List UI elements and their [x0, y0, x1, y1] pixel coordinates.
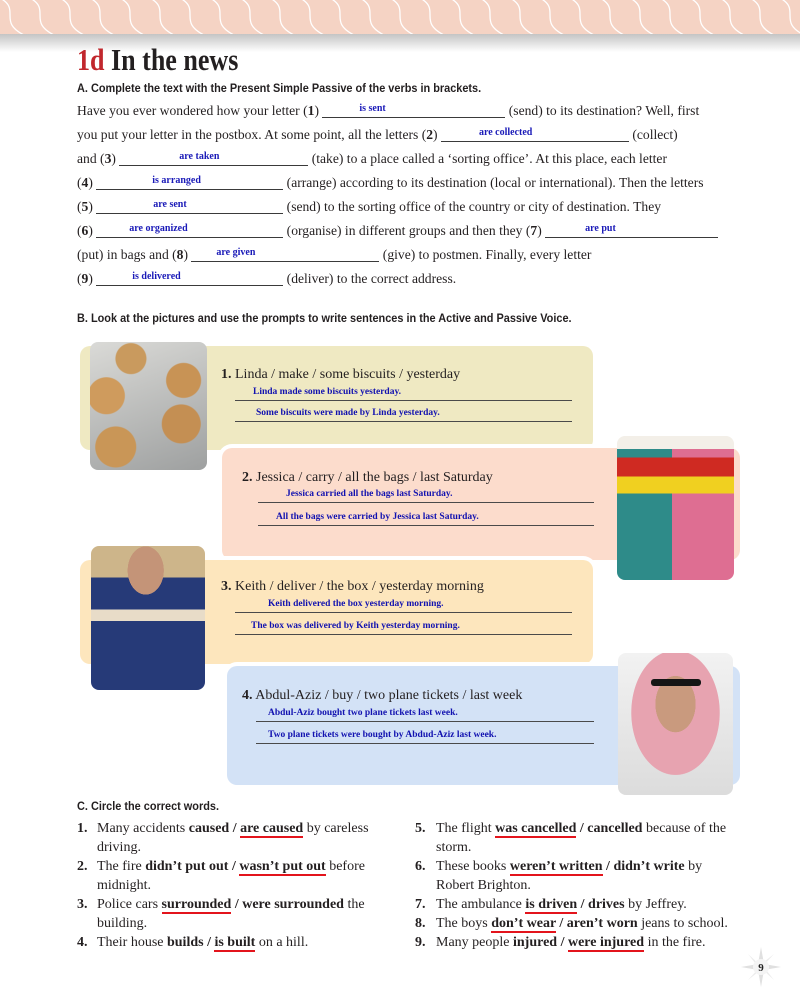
answer-text: are given — [216, 247, 256, 258]
text: (give) to postmen. Finally, every letter — [379, 247, 592, 262]
circle-item-6 — [415, 857, 745, 897]
separator: / — [602, 859, 614, 874]
text-line — [77, 270, 456, 288]
passive-answer-line-1[interactable] — [235, 408, 572, 422]
option-1[interactable]: weren’t written — [509, 859, 603, 874]
option-1[interactable]: injured — [512, 935, 558, 950]
text: The ambulance — [436, 897, 526, 912]
text: Robert Brighton. — [436, 878, 531, 893]
text-line — [77, 198, 661, 216]
text: storm. — [436, 840, 472, 855]
item-number: 2 — [426, 127, 434, 142]
item-number: 3. — [221, 579, 232, 594]
option-1[interactable]: builds — [166, 935, 204, 950]
option-2[interactable]: are caused — [240, 821, 304, 836]
separator: / — [577, 897, 589, 912]
text: Police cars — [97, 897, 162, 912]
text: ( — [77, 199, 82, 214]
wave-pattern-icon — [0, 0, 800, 34]
item-number: 3. — [77, 897, 88, 912]
header-band — [0, 0, 800, 34]
active-answer-line-4[interactable] — [256, 708, 594, 722]
option-2[interactable]: didn’t write — [613, 859, 685, 874]
option-2[interactable]: wasn’t put out — [239, 859, 326, 874]
text-line — [77, 150, 667, 168]
text: by — [684, 859, 703, 874]
separator: / — [557, 935, 568, 950]
circle-item-1 — [77, 819, 407, 859]
answer-blank-2[interactable] — [441, 129, 629, 142]
answer-text: Keith delivered the box yesterday morning. — [268, 599, 444, 609]
text: on a hill. — [255, 935, 309, 950]
prompt-3 — [221, 578, 484, 596]
answer-blank-5[interactable] — [96, 201, 283, 214]
prompt-text: Jessica / carry / all the bags / last Saturday — [252, 470, 493, 485]
circle-item-3 — [77, 895, 407, 935]
text-line — [77, 102, 699, 120]
answer-text: is delivered — [132, 271, 181, 282]
circle-item-4 — [77, 933, 407, 953]
compass-star-icon — [741, 947, 781, 987]
text: before — [325, 859, 365, 874]
answer-text: are sent — [153, 199, 187, 210]
text: (send) to its destination? Well, first — [505, 103, 700, 118]
text: These books — [436, 859, 510, 874]
answer-blank-1[interactable] — [322, 105, 505, 118]
option-1[interactable]: caused — [188, 821, 230, 836]
answer-text: All the bags were carried by Jessica last Saturday. — [276, 512, 479, 522]
separator: / — [229, 821, 241, 836]
option-1[interactable]: didn’t put out — [145, 859, 229, 874]
answer-blank-9[interactable] — [96, 273, 283, 286]
circle-item-7 — [415, 895, 745, 914]
option-1[interactable]: don’t wear — [491, 916, 556, 931]
option-2[interactable]: were injured — [567, 935, 645, 950]
text: Their house — [97, 935, 167, 950]
text: (take) to a place called a ‘sorting office’. At this place, each letter — [308, 151, 667, 166]
shopping-bags-photo — [617, 436, 734, 580]
answer-text: are put — [585, 223, 616, 234]
section-a-instruction: A. Complete the text with the Present Simple Passive of the verbs in brackets. — [77, 81, 482, 95]
item-number: 1. — [221, 367, 232, 382]
item-number: 1. — [77, 821, 88, 836]
text: building. — [97, 916, 148, 931]
item-number: 4. — [242, 688, 253, 703]
text: ( — [77, 223, 82, 238]
passive-answer-line-3[interactable] — [235, 621, 572, 635]
option-2[interactable]: drives — [588, 897, 625, 912]
answer-blank-3[interactable] — [119, 153, 308, 166]
separator: / — [576, 821, 588, 836]
text-line — [77, 174, 704, 192]
text: (arrange) according to its destination (local or international). Then the letters — [283, 175, 704, 190]
option-2[interactable]: aren’t worn — [566, 916, 638, 931]
active-answer-line-2[interactable] — [258, 489, 594, 503]
answer-blank-6[interactable] — [96, 225, 283, 238]
text: and ( — [77, 151, 105, 166]
text: The flight — [436, 821, 496, 836]
prompt-text: Linda / make / some biscuits / yesterday — [231, 367, 461, 382]
active-answer-line-1[interactable] — [235, 387, 572, 401]
text-line — [77, 222, 718, 240]
item-number: 4 — [81, 175, 89, 190]
item-number: 6. — [415, 859, 426, 874]
text: Many people — [436, 935, 513, 950]
text: midnight. — [97, 878, 152, 893]
text: jeans to school. — [637, 916, 728, 931]
text: ) — [88, 199, 97, 214]
text: ) — [183, 247, 192, 262]
answer-blank-8[interactable] — [191, 249, 379, 262]
answer-text: are collected — [478, 127, 533, 138]
option-1[interactable]: is driven — [525, 897, 578, 912]
text: Have you ever wondered how your letter ( — [77, 103, 308, 118]
option-2[interactable]: is built — [214, 935, 256, 950]
item-number: 1 — [307, 103, 315, 118]
text: by careless — [303, 821, 369, 836]
separator: / — [231, 897, 243, 912]
answer-text: Abdul-Aziz bought two plane tickets last week. — [268, 708, 458, 718]
text: the — [343, 897, 365, 912]
text: ( — [77, 175, 82, 190]
text: (put) in bags and ( — [77, 247, 177, 262]
text: ( — [77, 271, 82, 286]
answer-text: The box was delivered by Keith yesterday morning. — [251, 621, 460, 631]
text: you put your letter in the postbox. At some point, all the letters ( — [77, 127, 427, 142]
item-number: 5. — [415, 821, 426, 836]
item-number: 2. — [242, 470, 253, 485]
separator: / — [555, 916, 567, 931]
section-c-instruction: C. Circle the correct words. — [77, 799, 220, 813]
text: The fire — [97, 859, 146, 874]
item-number: 7 — [530, 223, 538, 238]
page-number-badge — [741, 947, 781, 987]
section-b-instruction: B. Look at the pictures and use the prompts to write sentences in the Active and Passive Voice. — [77, 311, 572, 325]
item-number: 9. — [415, 935, 426, 950]
text: ) — [88, 175, 97, 190]
item-number: 2. — [77, 859, 88, 874]
item-number: 4. — [77, 935, 88, 950]
text: (deliver) to the correct address. — [283, 271, 457, 286]
text: because of the — [642, 821, 727, 836]
lesson-title: In the news — [111, 42, 239, 77]
item-number: 5 — [81, 199, 89, 214]
answer-blank-7[interactable] — [545, 225, 718, 238]
prompt-2 — [242, 469, 493, 487]
text: in the fire. — [644, 935, 706, 950]
text-line — [77, 126, 678, 144]
prompt-text: Abdul-Aziz / buy / two plane tickets / last week — [252, 688, 523, 703]
circle-item-9 — [415, 933, 745, 953]
answer-text: Jessica carried all the bags last Saturday. — [286, 489, 453, 499]
item-number: 8 — [176, 247, 184, 262]
prompt-1 — [221, 366, 460, 384]
item-number: 7. — [415, 897, 426, 912]
option-2[interactable]: were surrounded — [242, 897, 344, 912]
answer-text: are taken — [179, 151, 220, 162]
text: The boys — [436, 916, 492, 931]
delivery-man-photo — [91, 546, 205, 690]
option-2[interactable]: cancelled — [587, 821, 643, 836]
separator: / — [203, 935, 215, 950]
answer-text: are organized — [129, 223, 188, 234]
text: ) — [88, 223, 97, 238]
text: by Jeffrey. — [624, 897, 687, 912]
answer-text: Two plane tickets were bought by Abdud-Aziz last week. — [268, 730, 497, 740]
page-number: 9 — [758, 962, 764, 974]
answer-blank-4[interactable] — [96, 177, 283, 190]
man-portrait-photo — [618, 653, 733, 795]
cookies-photo — [90, 342, 207, 470]
answer-text: is sent — [359, 103, 386, 114]
circle-item-8 — [415, 914, 745, 933]
agal-shape — [651, 679, 701, 686]
item-number: 9 — [81, 271, 89, 286]
text: (collect) — [628, 127, 678, 142]
passive-answer-line-4[interactable] — [256, 730, 594, 744]
separator: / — [228, 859, 240, 874]
text: ) — [537, 223, 546, 238]
item-number: 6 — [81, 223, 89, 238]
text-line — [77, 246, 591, 264]
text: ) — [111, 151, 120, 166]
page-title — [77, 43, 238, 77]
answer-text: is arranged — [152, 175, 201, 186]
text: (send) to the sorting office of the country or city of destination. They — [283, 199, 662, 214]
text: ) — [314, 103, 323, 118]
answer-text: Linda made some biscuits yesterday. — [253, 387, 402, 397]
text: (organise) in different groups and then they ( — [283, 223, 531, 238]
circle-item-2 — [77, 857, 407, 897]
text: driving. — [97, 840, 141, 855]
passive-answer-line-2[interactable] — [258, 512, 594, 526]
active-answer-line-3[interactable] — [235, 599, 572, 613]
prompt-4 — [242, 687, 522, 705]
lesson-number: 1d — [77, 42, 105, 77]
answer-text: Some biscuits were made by Linda yesterday. — [256, 408, 440, 418]
text: ) — [88, 271, 97, 286]
option-1[interactable]: surrounded — [161, 897, 232, 912]
prompt-text: Keith / deliver / the box / yesterday morning — [231, 579, 484, 594]
item-number: 8. — [415, 916, 426, 931]
item-number: 3 — [104, 151, 112, 166]
text: ) — [433, 127, 441, 142]
option-1[interactable]: was cancelled — [495, 821, 577, 836]
text: Many accidents — [97, 821, 189, 836]
circle-item-5 — [415, 819, 745, 859]
